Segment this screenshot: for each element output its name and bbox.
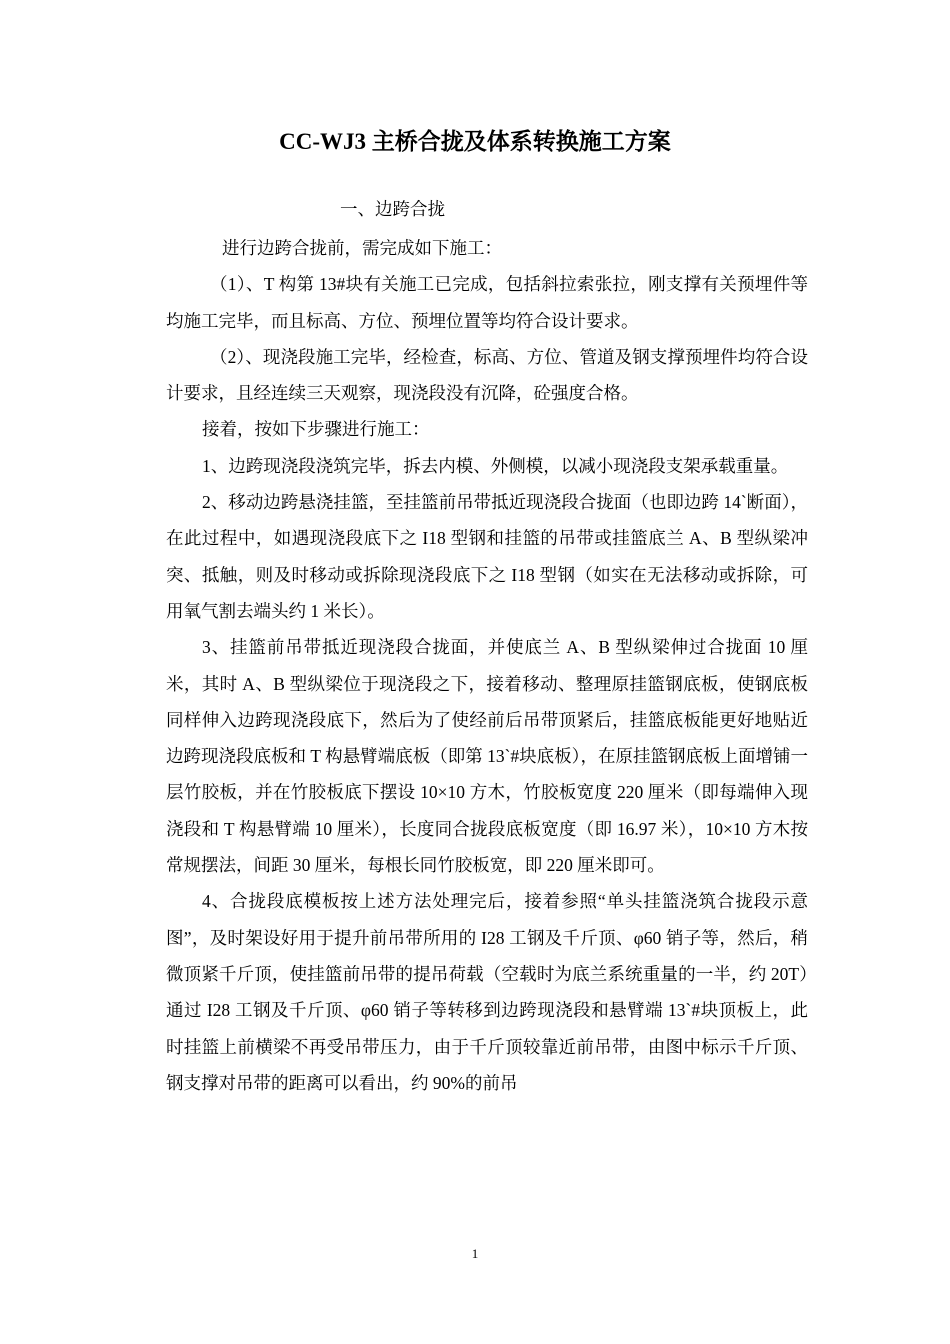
section-heading: 一、边跨合拢 [340, 199, 445, 219]
paragraph-intro: 进行边跨合拢前，需完成如下施工： [222, 238, 502, 258]
paragraph-step-1: 1、边跨现浇段浇筑完毕，拆去内模、外侧模，以减小现浇段支架承载重量。 [202, 455, 789, 476]
paragraph-step-3: 3、挂篮前吊带抵近现浇段合拢面，并使底兰 A、B 型纵梁伸过合拢面 10 厘米，其时 A、B 型纵梁位于现浇段之下，接着移动、整理原挂篮钢底板，使钢底板同样伸入边跨现浇段底下，然后为了使经前后吊带顶紧后，挂篮底板能更好地贴近边跨现浇段底板和 T 构悬臂端底板（即第 13`#块底板），在原挂篮钢底板上面增铺一层竹胶板，并在竹胶板底下摆设 10×10 方木，竹胶板宽度 220 厘米（即每端伸入现浇段和 T 构悬臂端 10 厘米），长度同合拢段底板宽度（即 16.97 米），10×10 方木按常规摆法，间距 30 厘米，每根长同竹胶板宽，即 220 厘米即可。 [166, 637, 808, 876]
paragraph-steps-intro: 接着，按如下步骤进行施工： [202, 419, 430, 440]
page-number: 1 [471, 1246, 479, 1261]
paragraph-prerequisite-2: （2）、现浇段施工完毕，经检查，标高、方位、管道及钢支撑预埋件均符合设计要求，且经连续三天观察，现浇段没有沉降，砼强度合格。 [166, 346, 808, 404]
paragraph-step-2: 2、移动边跨悬浇挂篮，至挂篮前吊带抵近现浇段合拢面（也即边跨 14`断面），在此过程中，如遇现浇段底下之 I18 型钢和挂篮的吊带或挂篮底兰 A、B 型纵梁冲突、抵触，则及时移动或拆除现浇段底下之 I18 型钢（如实在无法移动或拆除，可用氧气割去端头约 1 米长）。 [166, 492, 808, 621]
paragraph-prerequisite-1: （1）、T 构第 13#块有关施工已完成，包括斜拉索张拉，刚支撑有关预埋件等均施工完毕，而且标高、方位、预埋位置等均符合设计要求。 [166, 274, 808, 331]
paragraph-step-4: 4、合拢段底模板按上述方法处理完后，接着参照“单头挂篮浇筑合拢段示意图”，及时架设好用于提升前吊带所用的 I28 工钢及千斤顶、φ60 销子等，然后，稍微顶紧千斤顶，使挂篮前吊带的提吊荷载（空载时为底兰系统重量的一半，约 20T）通过 I28 工钢及千斤顶、φ60 销子等转移到边跨现浇段和悬臂端 13`#块顶板上，此时挂篮上前横梁不再受吊带压力，由于千斤顶较靠近前吊带，由图中标示千斤顶、钢支撑对吊带的距离可以看出，约 90%的前吊 [166, 891, 808, 1093]
document-title: CC-WJ3 主桥合拢及体系转换施工方案 [279, 129, 671, 154]
document-body [166, 230, 808, 1101]
